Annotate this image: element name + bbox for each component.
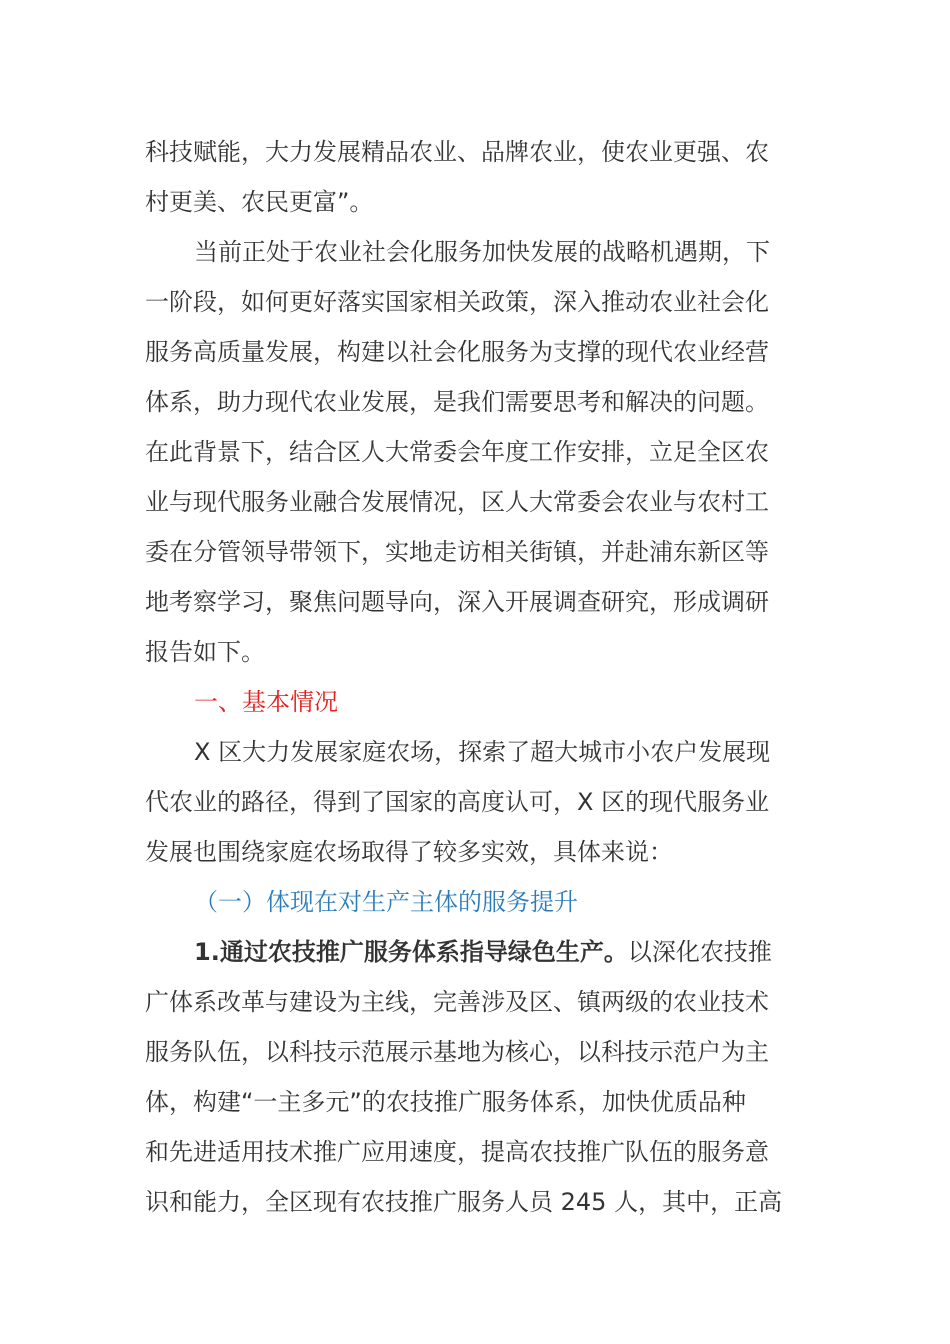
paragraph-line: 科技赋能，大力发展精品农业、品牌农业，使农业更强、农 — [145, 138, 769, 166]
paragraph-line: 识和能力，全区现有农技推广服务人员 245 人，其中，正高 — [145, 1188, 783, 1216]
paragraph-line: 当前正处于农业社会化服务加快发展的战略机遇期，下 — [194, 238, 770, 266]
paragraph-line: 一阶段，如何更好落实国家相关政策，深入推动农业社会化 — [145, 288, 769, 316]
paragraph-line: 体，构建“一主多元”的农技推广服务体系，加快优质品种 — [145, 1088, 746, 1116]
paragraph-text: 以深化农技推 — [627, 938, 772, 966]
paragraph-line: 服务高质量发展，构建以社会化服务为支撑的现代农业经营 — [145, 338, 769, 366]
paragraph-line: 体系，助力现代农业发展，是我们需要思考和解决的问题。 — [145, 388, 769, 416]
section-heading: 一、基本情况 — [194, 688, 338, 716]
bold-lead-text: 1.通过农技推广服务体系指导绿色生产。 — [194, 938, 628, 966]
paragraph-line: 委在分管领导带领下，实地走访相关街镇，并赴浦东新区等 — [145, 538, 769, 566]
paragraph-line: 服务队伍，以科技示范展示基地为核心，以科技示范户为主 — [145, 1038, 769, 1066]
paragraph-line: 在此背景下，结合区人大常委会年度工作安排，立足全区农 — [145, 438, 769, 466]
paragraph-line: 地考察学习，聚焦问题导向，深入开展调查研究，形成调研 — [145, 588, 769, 616]
paragraph-line-with-lead — [194, 927, 854, 977]
paragraph-line: 发展也围绕家庭农场取得了较多实效，具体来说： — [145, 838, 673, 866]
paragraph-line: 广体系改革与建设为主线，完善涉及区、镇两级的农业技术 — [145, 988, 769, 1016]
paragraph-line: 业与现代服务业融合发展情况，区人大常委会农业与农村工 — [145, 488, 769, 516]
paragraph-line: 代农业的路径，得到了国家的高度认可，X 区的现代服务业 — [145, 788, 770, 816]
subsection-heading: （一）体现在对生产主体的服务提升 — [194, 888, 578, 916]
paragraph-line: 和先进适用技术推广应用速度，提高农技推广队伍的服务意 — [145, 1138, 769, 1166]
paragraph-line: X 区大力发展家庭农场，探索了超大城市小农户发展现 — [194, 738, 771, 766]
paragraph-line: 村更美、农民更富”。 — [145, 188, 374, 216]
paragraph-line: 报告如下。 — [145, 638, 265, 666]
